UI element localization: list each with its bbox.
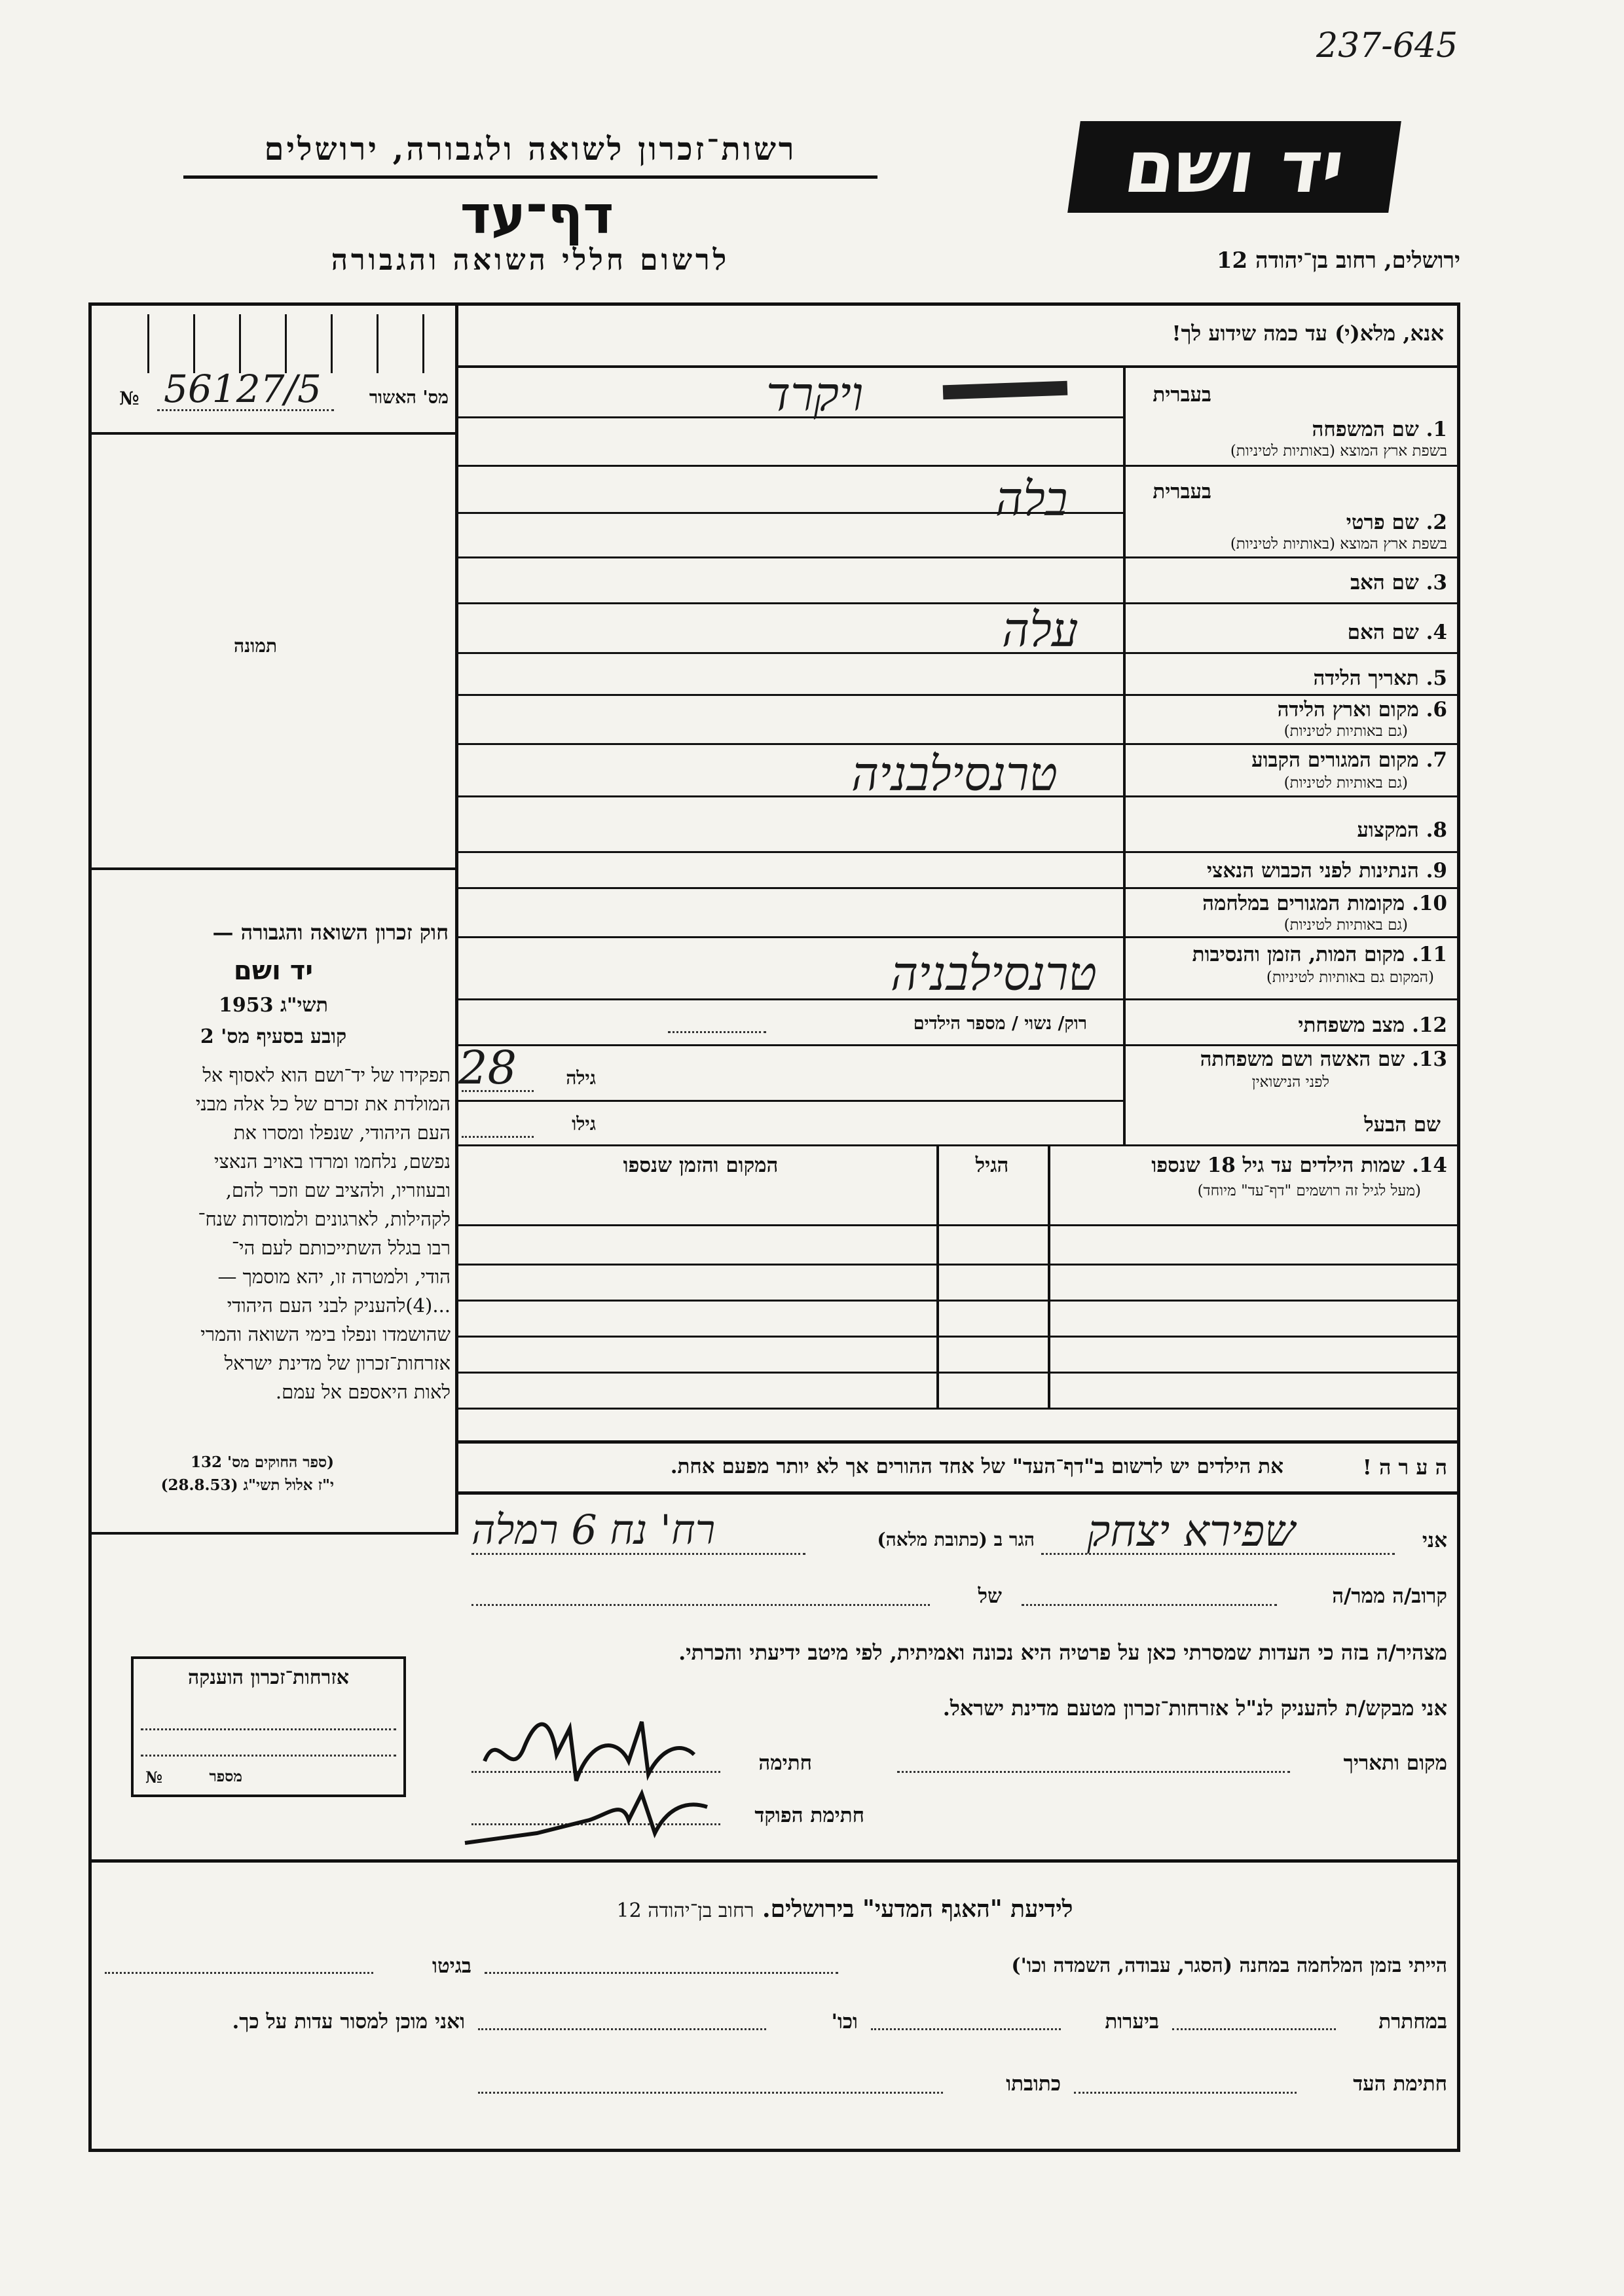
law-line: נפשם, נלחמו ומרדו באויב הנאצי (213, 1150, 451, 1173)
law-year: תשי"ג 1953 (219, 994, 328, 1017)
f3-label (1133, 571, 1447, 594)
f3-num: 3. (1426, 571, 1447, 594)
code-boxes (95, 308, 452, 373)
underground-dots (1172, 2028, 1336, 2030)
yad-vashem-logo (1067, 121, 1401, 213)
logo-text: יד ושם (1119, 125, 1350, 209)
law-line: העם היהודי, שנפלו ומסרו את (233, 1121, 451, 1144)
signature-label: חתימה (758, 1751, 812, 1775)
camp-line: הייתי בזמן המלחמה במחנה (הסגר, עבודה, השמדה וכו') (1011, 1954, 1447, 1977)
children-count-dots (668, 1031, 766, 1033)
f14-age-header: הגיל (975, 1154, 1009, 1177)
husband-label: שם הבעל (1364, 1113, 1441, 1137)
note-label: ה ע ר ה ! (1362, 1455, 1447, 1480)
citizenship-dots-2 (141, 1755, 396, 1757)
f6-label-text: מקום וארץ הלידה (1277, 698, 1419, 721)
ready-text: ואני מוכן למסור עדות על כך. (232, 2010, 465, 2033)
law-line: הודי, ולמטרה זו, יהא מוסמך — (217, 1266, 451, 1288)
f2-label-text: שם פרטי (1346, 511, 1419, 534)
citizenship-number-label: מספר (209, 1768, 242, 1785)
approval-dots (157, 409, 334, 411)
intro-row-line (455, 365, 1460, 368)
label-column-divider (1123, 367, 1126, 1146)
f5-label-text: תאריך הלידה (1313, 666, 1419, 690)
f14-label-text: שמות הילדים עד גיל 18 שנספו (1151, 1154, 1405, 1177)
f9-label-text: הנתינות לפני הכבוש הנאצי (1207, 859, 1419, 883)
ghetto-label: בגיטו (432, 1954, 471, 1978)
declarant-name: שפירא יצחק (1087, 1506, 1295, 1556)
f1-label (1133, 418, 1447, 441)
law-name: יד ושם (233, 956, 314, 986)
f6-num: 6. (1426, 698, 1447, 721)
law-line: ובעוזריו, ולהציב שם וזכר להם, (225, 1179, 451, 1201)
relative-dots (1022, 1604, 1277, 1606)
f6-sub: (גם באותיות לטיניות) (1283, 723, 1408, 740)
witness-signature-label: חתימת העד (1353, 2072, 1447, 2096)
f1-num: 1. (1426, 418, 1447, 441)
witness-signature-dots (1074, 2092, 1297, 2094)
f13-num: 13. (1412, 1048, 1447, 1071)
wife-age-value: 28 (458, 1041, 517, 1095)
wife-age-label: גילה (566, 1067, 596, 1089)
approval-prefix: № (119, 388, 139, 409)
law-title: חוק זכרון השואה והגבורה — (212, 920, 449, 945)
etc-dots (478, 2028, 766, 2030)
f8-label (1133, 818, 1447, 842)
left-column-divider (455, 302, 458, 1533)
law-line: שהושמדו ונפלו בימי השואה והמרי (200, 1323, 451, 1345)
law-source-1: (ספר החוקים מס' 132 (191, 1453, 334, 1471)
law-line: ...(4)להעניק לבני העם היהודי (227, 1294, 451, 1317)
place-date-label: מקום ותאריך (1343, 1751, 1447, 1775)
citizenship-box-title: אזרחות־זכרון הוענקה (187, 1666, 350, 1689)
law-text (97, 1061, 451, 1406)
declarant-name-dots (1041, 1553, 1395, 1555)
f12-options: רוק/ נשוי / מספר הילדים (913, 1013, 1087, 1034)
law-box-bottom (92, 1532, 458, 1535)
declarant-address: רח' נח 6 רמלה (471, 1506, 716, 1554)
law-source-2: י"ז אלול תשי"ג (28.8.53) (160, 1476, 334, 1494)
f11-value: טרנסילבניה (891, 946, 1097, 1001)
camp-dots (485, 1972, 838, 1974)
form-subtitle: לרשום חללי השואה והגבורה (331, 244, 730, 277)
f12-label-text: מצב משפחתי (1298, 1013, 1405, 1037)
f14-num: 14. (1412, 1154, 1447, 1177)
f11-num: 11. (1412, 943, 1447, 966)
f1-value: ויקרד (766, 367, 864, 422)
approval-number: 56127/5 (164, 367, 322, 411)
f2-sub: בשפת ארץ המוצא (באותיות לטיניות) (1230, 536, 1447, 553)
f9-num: 9. (1426, 859, 1447, 883)
f11-sub: (המקום גם באותיות לטיניות) (1266, 969, 1434, 986)
law-line: תפקידו של יד־ושם הוא לאסוף אל (202, 1064, 451, 1086)
law-line: לקהילות, לארגונים ולמוסדות שנח־ (198, 1208, 451, 1230)
archive-number: 237-645 (1316, 26, 1458, 65)
citizenship-dots-1 (141, 1728, 396, 1730)
witness-address-label: כתובתו (1006, 2072, 1061, 2096)
f4-label-text: שם האם (1347, 621, 1419, 644)
note-bottom-line (458, 1491, 1460, 1495)
form-title: דף־עד (460, 185, 614, 246)
husband-age-label: גילו (572, 1113, 596, 1135)
header-underline (183, 175, 877, 179)
f5-label (1133, 666, 1447, 690)
officer-signature-label: חתימת הפוקד (754, 1804, 864, 1827)
f12-num: 12. (1412, 1013, 1447, 1037)
witness-address-dots (478, 2092, 943, 2094)
declaration-text: מצהיר/ה בזה כי העדות שמסרתי כאן על פרטיה היא נכונה ואמיתית, לפי מיטב ידיעתי והכרתי. (678, 1640, 1447, 1665)
ghetto-dots (105, 1972, 373, 1974)
f3-label-text: שם האב (1350, 571, 1419, 594)
f14-sub: (מעל לגיל זה רושמים "דף־עד" מיוחד) (1197, 1182, 1421, 1199)
f14-label (1054, 1154, 1447, 1177)
wife-age-dots (462, 1090, 534, 1092)
f1-hebrew: בעברית (1153, 383, 1211, 407)
declarant-relative: קרוב/ה ממר/ה (1332, 1584, 1447, 1608)
footer-address: רחוב בן־יהודה 12 (616, 1899, 754, 1922)
photo-label: תמונה (233, 635, 278, 657)
f7-label-text: מקום המגורים הקבוע (1251, 748, 1419, 772)
law-clause: קובע בסעיף מס' 2 (200, 1025, 347, 1048)
request-text: אני מבקש/ת להעניק לנ"ל אזרחות־זכרון מטעם מדינת ישראל. (942, 1696, 1447, 1721)
f1-sub: בשפת ארץ המוצא (באותיות לטיניות) (1230, 443, 1447, 460)
f10-label (1133, 892, 1447, 915)
forests-dots (871, 2028, 1061, 2030)
declarant-address-dots (471, 1553, 805, 1555)
law-line: אזרחות־זכרון של מדינת ישראל (224, 1352, 451, 1374)
f14-place-header: המקום והזמן שנספו (623, 1154, 779, 1177)
f4-value: עלה (1002, 602, 1079, 657)
law-line: רבו בגלל השתייכותם לעם הי־ (231, 1237, 451, 1259)
declarant-signature (471, 1702, 707, 1794)
declarant-resides: הגר ב (כתובת מלאה) (877, 1529, 1035, 1550)
forests-label: ביערות (1105, 2010, 1159, 2033)
f2-value: בלה (995, 471, 1068, 526)
law-line: לאות היאספם אל עמם. (275, 1381, 451, 1403)
f9-label (1133, 859, 1447, 883)
f8-label-text: המקצוע (1357, 818, 1419, 842)
f12-label (1133, 1013, 1447, 1037)
f8-num: 8. (1426, 818, 1447, 842)
f11-label (1133, 943, 1447, 966)
declarant-of: של (978, 1584, 1002, 1608)
approval-label: מס' האשור (369, 388, 449, 408)
f10-sub: (גם באותיות לטיניות) (1283, 917, 1408, 934)
footer-divider (88, 1859, 1460, 1863)
f13-label-text: שם האשה ושם משפחתה (1200, 1048, 1405, 1071)
declarant-ani: אני (1422, 1529, 1447, 1552)
intro-text: אנא, מלא(י) עד כמה שידוע לך! (1172, 321, 1444, 346)
f6-label (1133, 698, 1447, 721)
f2-hebrew: בעברית (1153, 480, 1211, 503)
f4-num: 4. (1426, 621, 1447, 644)
authority-name: רשות־זכרון לשואה ולגבורה, ירושלים (264, 131, 797, 168)
footer-title-text: לידיעת "האגף המדעי" בירושלים. (762, 1895, 1073, 1923)
citizenship-number-prefix: № (145, 1768, 163, 1787)
place-date-dots (897, 1771, 1290, 1773)
husband-age-dots (462, 1136, 534, 1138)
f2-num: 2. (1426, 511, 1447, 534)
photo-box-bottom (92, 867, 455, 870)
f7-value: טרנסילבניה (851, 746, 1058, 801)
f13-sub: לפני הנישואין (1251, 1074, 1329, 1091)
f7-sub: (גם באותיות לטיניות) (1283, 774, 1408, 792)
f11-label-text: מקום המות, הזמן והנסיבות (1192, 943, 1405, 966)
f1-label-text: שם המשפחה (1312, 418, 1419, 441)
etc-label: וכו' (831, 2010, 858, 2033)
f7-label (1133, 748, 1447, 772)
f2-label (1133, 511, 1447, 534)
approval-line (92, 432, 455, 435)
footer-title (498, 1895, 1192, 1923)
of-dots (471, 1604, 930, 1606)
f4-label (1133, 621, 1447, 644)
f10-label-text: מקומות המגורים במלחמה (1202, 892, 1405, 915)
f10-num: 10. (1412, 892, 1447, 915)
officer-signature (458, 1781, 720, 1853)
note-top-line (458, 1440, 1460, 1444)
f13-label (1133, 1048, 1447, 1071)
underground-label: במחתרת (1378, 2010, 1447, 2033)
f7-num: 7. (1426, 748, 1447, 772)
note-text: את הילדים יש לרשום ב"דף־העד" של אחד ההורים אך לא יותר מפעם אחת. (670, 1455, 1283, 1478)
address: ירושלים, רחוב בן־יהודה 12 (1216, 247, 1460, 274)
law-line: המולדת את זכרם של כל אלה מבני (195, 1093, 451, 1115)
f5-num: 5. (1426, 666, 1447, 690)
